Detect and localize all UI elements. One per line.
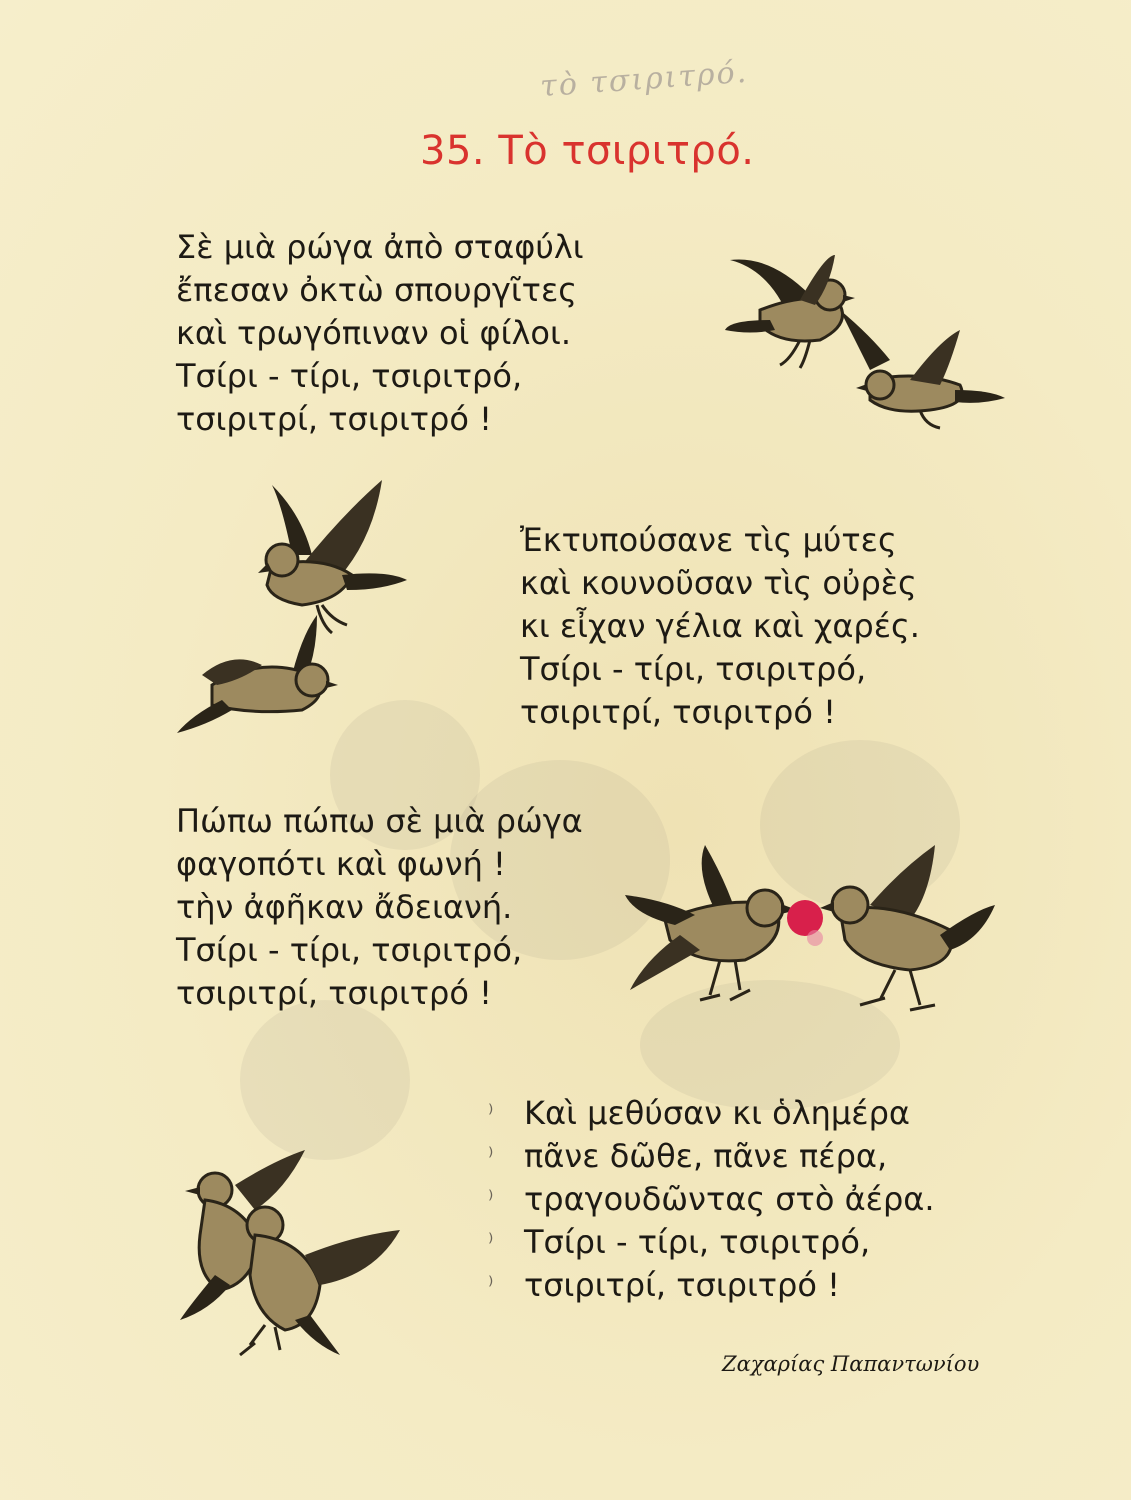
stanza-line: Τσίρι - τίρι, τσιριτρό, [176,931,523,969]
sparrows-grape-illustration [625,840,1005,1025]
show-through-blot [240,1000,410,1160]
stanza-line: Σὲ μιὰ ρώγα ἀπὸ σταφύλι [176,228,584,266]
poem-title: 35. Τὸ τσιριτρό. [420,128,755,174]
handwritten-note: τὸ τσιριτρό. [539,54,750,105]
stanza-line: Τσίρι - τίρι, τσιριτρό, [524,1223,871,1261]
stanza-line: ἔπεσαν ὀκτὼ σπουργῖτες [176,271,578,309]
stanza-line: κι εἶχαν γέλια καὶ χαρές. [520,607,920,645]
margin-pencil-marks: ⁾ ⁾ ⁾ ⁾ ⁾ [488,1101,494,1298]
stanza-line: τὴν ἀφῆκαν ἄδειανή. [176,888,513,926]
stanza-1 [176,226,584,441]
sparrow-pair-illustration [172,475,422,765]
stanza-line: καὶ κουνοῦσαν τὶς οὐρὲς [520,564,917,602]
sparrow-icon [820,845,995,1010]
stanza-4 [524,1092,935,1307]
grape-berry-icon [787,900,823,946]
stanza-line: Τσίρι - τίρι, τσιριτρό, [520,650,867,688]
stanza-line: τσιριτρί, τσιριτρό ! [176,400,492,438]
sparrow-icon [240,1207,400,1355]
stanza-line: τσιριτρί, τσιριτρό ! [524,1266,840,1304]
stanza-line: φαγοπότι καὶ φωνή ! [176,845,506,883]
stanza-line: Ἐκτυπούσανε τὶς μύτες [520,521,897,559]
stanza-line: τσιριτρί, τσιριτρό ! [520,693,836,731]
stanza-line: τραγουδῶντας στὸ ἀέρα. [524,1180,935,1218]
stanza-line: Τσίρι - τίρι, τσιριτρό, [176,357,523,395]
stanza-line: τσιριτρί, τσιριτρό ! [176,974,492,1012]
stanza-line: καὶ τρωγόπιναν οἱ φίλοι. [176,314,571,352]
stanza-line: Καὶ μεθύσαν κι ὁλημέρα [524,1094,910,1132]
author-signature: Ζαχαρίας Παπαντωνίου [722,1352,980,1376]
sparrow-icon [625,845,797,1000]
sparrow-pair-illustration [175,1145,410,1360]
sparrow-icon [177,615,338,733]
sparrow-icon [258,480,407,633]
stanza-line: Πώπω πώπω σὲ μιὰ ρώγα [176,802,583,840]
stanza-3 [176,800,583,1015]
sparrow-icon [840,310,1005,428]
sparrow-pair-illustration [720,240,1020,440]
stanza-2 [520,519,920,734]
stanza-line: πᾶνε δῶθε, πᾶνε πέρα, [524,1137,888,1175]
sparrow-icon [725,255,855,368]
